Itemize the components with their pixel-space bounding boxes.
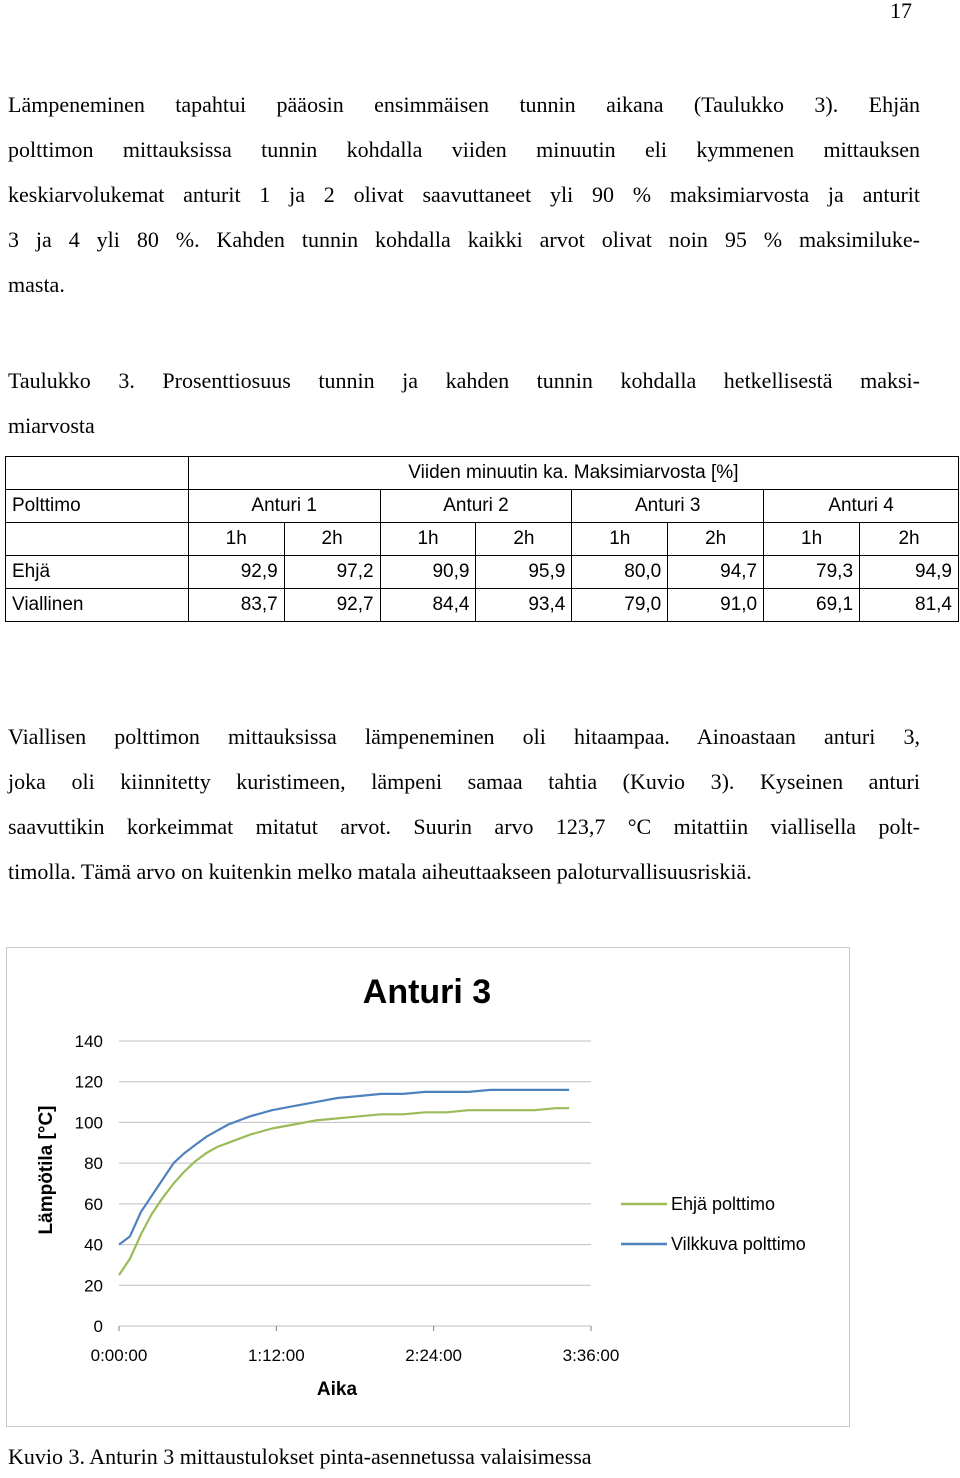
paragraph-line: masta. <box>8 272 65 297</box>
table-sub-header: 2h <box>284 523 380 556</box>
page-number: 17 <box>890 0 912 23</box>
table-cell: 92,7 <box>284 589 380 622</box>
table-cell: 94,7 <box>668 556 764 589</box>
table-cell: 79,0 <box>572 589 668 622</box>
table-sub-header: 2h <box>476 523 572 556</box>
paragraph-faulty-lamp <box>8 714 920 894</box>
table-cell: 94,9 <box>860 556 959 589</box>
chart-legend <box>621 1194 806 1254</box>
y-tick-label: 20 <box>84 1276 103 1296</box>
table-cell: 91,0 <box>668 589 764 622</box>
chart-series <box>119 1090 569 1275</box>
chart-grid <box>119 1041 591 1326</box>
table-cell: 90,9 <box>380 556 476 589</box>
paragraph-line: 3 ja 4 yli 80 %. Kahden tunnin kohdalla kaikki arvot olivat noin 95 % maksimiluke- <box>8 227 920 252</box>
table-row-label: Ehjä <box>6 556 189 589</box>
paragraph-line: joka oli kiinnitetty kuristimeen, lämpeni samaa tahtia (Kuvio 3). Kyseinen anturi <box>8 769 920 794</box>
table-cell: 69,1 <box>764 589 860 622</box>
table-sub-header: 1h <box>380 523 476 556</box>
table-cell: 93,4 <box>476 589 572 622</box>
legend-label: Vilkkuva polttimo <box>671 1234 806 1254</box>
paragraph-line: keskiarvolukemat anturit 1 ja 2 olivat saavuttaneet yli 90 % maksimiarvosta ja anturit <box>8 182 920 207</box>
table-cell: 79,3 <box>764 556 860 589</box>
y-tick-label: 40 <box>84 1235 103 1255</box>
table-column-header: Polttimo <box>6 490 189 523</box>
x-axis-ticks <box>91 1326 620 1365</box>
table-header-row <box>6 490 959 523</box>
x-tick-label: 1:12:00 <box>247 1346 305 1365</box>
paragraph-line: polttimon mittauksissa tunnin kohdalla viiden minuutin eli kymmenen mittauksen <box>8 137 920 162</box>
table-sensor-header: Anturi 4 <box>764 490 959 523</box>
table-sub-header: 2h <box>860 523 959 556</box>
table-cell: 92,9 <box>188 556 284 589</box>
table-sub-header: 2h <box>668 523 764 556</box>
table-corner-cell <box>6 457 189 490</box>
table-cell: 84,4 <box>380 589 476 622</box>
chart-anturi-3 <box>6 947 850 1427</box>
table-sub-header: 1h <box>764 523 860 556</box>
table-row <box>6 589 959 622</box>
table-cell: 95,9 <box>476 556 572 589</box>
table-sub-header: 1h <box>572 523 668 556</box>
table-cell: 80,0 <box>572 556 668 589</box>
series-line-1 <box>119 1108 569 1275</box>
x-tick-label: 2:24:00 <box>405 1346 463 1365</box>
table-cell: 83,7 <box>188 589 284 622</box>
table-group-header: Viiden minuutin ka. Maksimiarvosta [%] <box>188 457 958 490</box>
caption-line: Taulukko 3. Prosenttiosuus tunnin ja kahden tunnin kohdalla hetkellisestä maksi- <box>8 368 920 393</box>
table-row <box>6 556 959 589</box>
x-tick-label: 3:36:00 <box>562 1346 620 1365</box>
table-cell: 81,4 <box>860 589 959 622</box>
x-axis-label: Aika <box>316 1379 358 1400</box>
paragraph-line: timolla. Tämä arvo on kuitenkin melko matala aiheuttaakseen paloturvallisuusriskiä. <box>8 859 752 884</box>
paragraph-line: Viallisen polttimon mittauksissa lämpeneminen oli hitaampaa. Ainoastaan anturi 3, <box>8 724 920 749</box>
caption-line: miarvosta <box>8 413 95 438</box>
y-tick-label: 120 <box>74 1072 103 1092</box>
legend-label: Ehjä polttimo <box>671 1194 776 1214</box>
y-tick-label: 0 <box>93 1317 103 1336</box>
y-tick-label: 60 <box>84 1194 103 1214</box>
paragraph-line: Lämpeneminen tapahtui pääosin ensimmäisen tunnin aikana (Taulukko 3). Ehjän <box>8 92 920 117</box>
table-header-row <box>6 523 959 556</box>
table-sensor-header: Anturi 3 <box>572 490 764 523</box>
table-header-row <box>6 457 959 490</box>
paragraph-line: saavuttikin korkeimmat mitatut arvot. Suurin arvo 123,7 °C mitattiin viallisella polt- <box>8 814 920 839</box>
table-sensor-header: Anturi 2 <box>380 490 572 523</box>
y-tick-label: 140 <box>74 1032 103 1051</box>
chart-title: Anturi 3 <box>362 973 492 1011</box>
series-line-2 <box>119 1090 569 1245</box>
table-sub-header: 1h <box>188 523 284 556</box>
paragraph-warming <box>8 82 920 307</box>
table-row-label: Viallinen <box>6 589 189 622</box>
x-tick-label: 0:00:00 <box>90 1346 148 1365</box>
percentage-table <box>5 456 959 622</box>
table-caption <box>8 358 920 448</box>
chart-svg <box>7 948 851 1428</box>
table-corner-cell <box>6 523 189 556</box>
y-axis-ticks <box>75 1032 103 1336</box>
y-tick-label: 80 <box>84 1154 103 1174</box>
figure-caption: Kuvio 3. Anturin 3 mittaustulokset pinta-asennetussa valaisimessa <box>8 1444 592 1469</box>
table-sensor-header: Anturi 1 <box>188 490 380 523</box>
y-tick-label: 100 <box>74 1113 103 1133</box>
y-axis-label: Lämpötila [°C] <box>36 1105 57 1235</box>
table-cell: 97,2 <box>284 556 380 589</box>
